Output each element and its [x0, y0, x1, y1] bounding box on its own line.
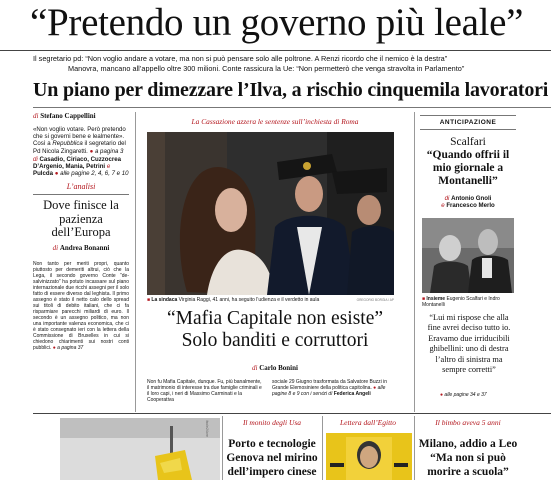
scalfari-title: “Quando offrii il mio giornale a Montanelli” [426, 149, 510, 187]
scalfari-quote-text: “Lui mi rispose che alla fine avrei deciso tutto io. Eravamo due irriducibili ghibellini: uno di destra l’altro di sinistra ma sempre corretti” [427, 313, 511, 375]
scalfari-caption-text: Eugenio Scalfari e Indro Montanelli [422, 296, 500, 308]
also-names-4: Pulcda [33, 170, 53, 178]
raggi-photo [147, 132, 394, 295]
scalfari-caption-label: Insieme [426, 296, 446, 302]
raggi-photo-image [147, 132, 394, 295]
paper-name: Repubblica [52, 140, 83, 148]
usa-kicker: Il monito degli Usa [242, 418, 302, 427]
mafia-headline-2: Solo banditi e corruttori [181, 330, 369, 351]
caption-label: La sindaca [151, 297, 178, 303]
left-also: di Casadio, Ciriaco, Cuzzocrea D’Argenio, Mania, Petrini e Pulcda ● alle pagine 2, 4, 6, 7 e 10 [33, 155, 129, 178]
center-byline [140, 364, 410, 372]
mafia-headline-1: “Mafia Capitale non esiste” [166, 308, 384, 329]
leo-kicker: Il bimbo aveva 5 anni [435, 418, 501, 427]
scalfari-caption: ■ Insieme Eugenio Scalfari e Indro Montanelli [422, 296, 500, 308]
analysis-body: Non tanto per meriti propri, quanto piuttosto per demeriti altrui, ciò che la Lega, il secondo governo Conte “de-salvinizzato” ha potuto incassare sul piano internazionale due ricchi assegni per il solo fatto di essere diverso dal leghista. Il primo assegno è stato il netto calo dello spread sui titoli di debito italiani, che ci fa risparmiare parecchi miliardi di euro. Il secondo è un assegno politico, ma non una importante valenza economica, che ci è stato consegnato ieri con la lettera della Commissione di Bruxelles in cui si chiedono chiarimenti sui nostri conti pubblici. ● a pagina 37 [33, 260, 129, 351]
page-ref-2: alle pagine 2, 4, 6, 7 e 10 [60, 170, 129, 178]
analysis-byline [33, 244, 129, 252]
scalfari-name: Scalfari [450, 136, 486, 148]
deck-line-2: Manovra, mancano all’appello oltre 300 milioni. Conte rassicura la Ue: “Non permetterò che venga stravolta in Parlamento” [68, 64, 465, 73]
scalfari-montanelli-photo [422, 218, 514, 293]
main-headline: “Pretendo un governo più leale” [30, 1, 524, 44]
center-by-prefix: di [252, 364, 258, 372]
quote-text: «Non voglio votare. Però pretendo che si governi bene e lealmente». Così a [33, 126, 126, 148]
scalfari-photo-image [422, 218, 514, 293]
also-prefix: di [33, 155, 38, 163]
story-col-1 [147, 379, 265, 409]
story-text-2: sociale 29 Giugno trasformata da Salvatore Buzzi in Grande Elemosiniere della politica capitolina. [272, 379, 388, 391]
egitto-photo [326, 433, 412, 480]
scalfari-author-2: Francesco Merlo [446, 202, 495, 210]
story-service-prefix: con i servizi di [300, 391, 333, 397]
byline-prefix: di [33, 112, 39, 120]
left-byline [33, 112, 129, 120]
genova-headline: Porto e tecnologie Genova nel mirino dell’impero cinese [226, 438, 318, 478]
story-text-1: Non fu Mafia Capitale, dunque. Fu, più banalmente, il matrimonio di interesse tra due famiglie criminali e il loro capi, i neri di Massimo Carminati e la Cooperativa [147, 379, 262, 403]
egitto-kicker: Lettera dall’Egitto [339, 418, 397, 427]
scalfari-by2-prefix: e [441, 202, 445, 210]
bottom-left-image [60, 418, 220, 480]
center-author: Carlo Bonini [259, 364, 298, 372]
page-ref-1: a pagina 3 [94, 147, 124, 155]
story-service: Federica Angeli [333, 391, 371, 397]
leo-headline: Milano, addio a Leo “Ma non si può morire a scuola” [418, 438, 518, 478]
also-names: Casadio, Ciriaco, Cuzzocrea [39, 155, 122, 163]
scalfari-ref: ● alle pagine 34 e 37 [440, 392, 487, 398]
scalfari-byline [420, 195, 516, 209]
analysis-by-prefix: di [52, 243, 59, 252]
analysis-section: L’analisi [66, 182, 96, 192]
story-ref: alle pagine 8 e 9 [272, 385, 386, 397]
scalfari-quote [424, 313, 514, 375]
anticipazione-label: ANTICIPAZIONE [439, 119, 497, 126]
analysis-title: Dove finisce la pazienza dell’Europa [43, 198, 119, 240]
also-and: e [106, 163, 111, 171]
egitto-image [326, 433, 412, 480]
scalfari-author-1: Antonio Gnoli [451, 195, 492, 202]
photo-credit: GREGORIO BORGIA / AP [356, 298, 394, 302]
bottom-left-photo [60, 418, 220, 480]
byline-name: Stefano Cappellini [40, 112, 96, 120]
scalfari-by-prefix: di [444, 195, 450, 202]
left-column [33, 112, 129, 387]
center-kicker: La Cassazione azzera le sentenze sull’inchiesta di Roma [191, 117, 359, 126]
caption-text: Virginia Raggi, 41 anni, ha seguito l’udienza e il verdetto in aula [178, 297, 320, 303]
deck-line-1: Il segretario pd: “Non voglio andare a votare, ma non si può pensare solo alle poltrone. A Renzi ricordo che il nemico è la destra” [33, 54, 448, 63]
analysis-author: Andrea Bonanni [59, 243, 110, 252]
analysis-text: Non tanto per meriti propri, quanto piuttosto per demeriti altrui, ciò che la Lega, il secondo governo Conte “de-salvinizzato” ha potuto incassare sul piano internazionale due ricchi assegni per il solo fatto di essere diverso dal leghista. Il primo assegno è stato il netto calo dello spread sui titoli di debito italiani, che ci fa risparmiare parecchi miliardi di euro. Il secondo è un assegno politico, ma non una importante valenza economica, che ci è stato consegnato ieri con la lettera della Commissione di Bruxelles in cui si chiedono chiarimenti sui nostri conti pubblici. [33, 260, 129, 351]
also-names-2: D’Argenio, Mania, Petrini [33, 163, 106, 171]
bottom-left-credit: ilsole24ore [205, 420, 209, 437]
right-column [420, 115, 516, 209]
quote-cont: il segretario del Pd Nicola Zingaretti. [33, 140, 126, 155]
story-col-2: sociale 29 Giugno trasformata da Salvatore Buzzi in Grande Elemosiniere della politica capitolina. ● alle pagine 8 e 9 con i servizi di Federica Angeli [272, 379, 388, 397]
ilva-headline: Un piano per dimezzare l’Ilva, a rischio cinquemila lavoratori [33, 79, 549, 101]
left-quote: «Non voglio votare. Però pretendo che si governi bene e lealmente». Così a Repubblica il segretario del Pd Nicola Zingaretti. ● a pagina 3 [33, 126, 126, 155]
scalfari-ref-text: alle pagine 34 e 37 [444, 392, 487, 398]
analysis-ref: a pagina 37 [57, 344, 84, 351]
photo-caption: ■ La sindaca Virginia Raggi, 41 anni, ha seguito l’udienza e il verdetto in aula [147, 297, 320, 303]
